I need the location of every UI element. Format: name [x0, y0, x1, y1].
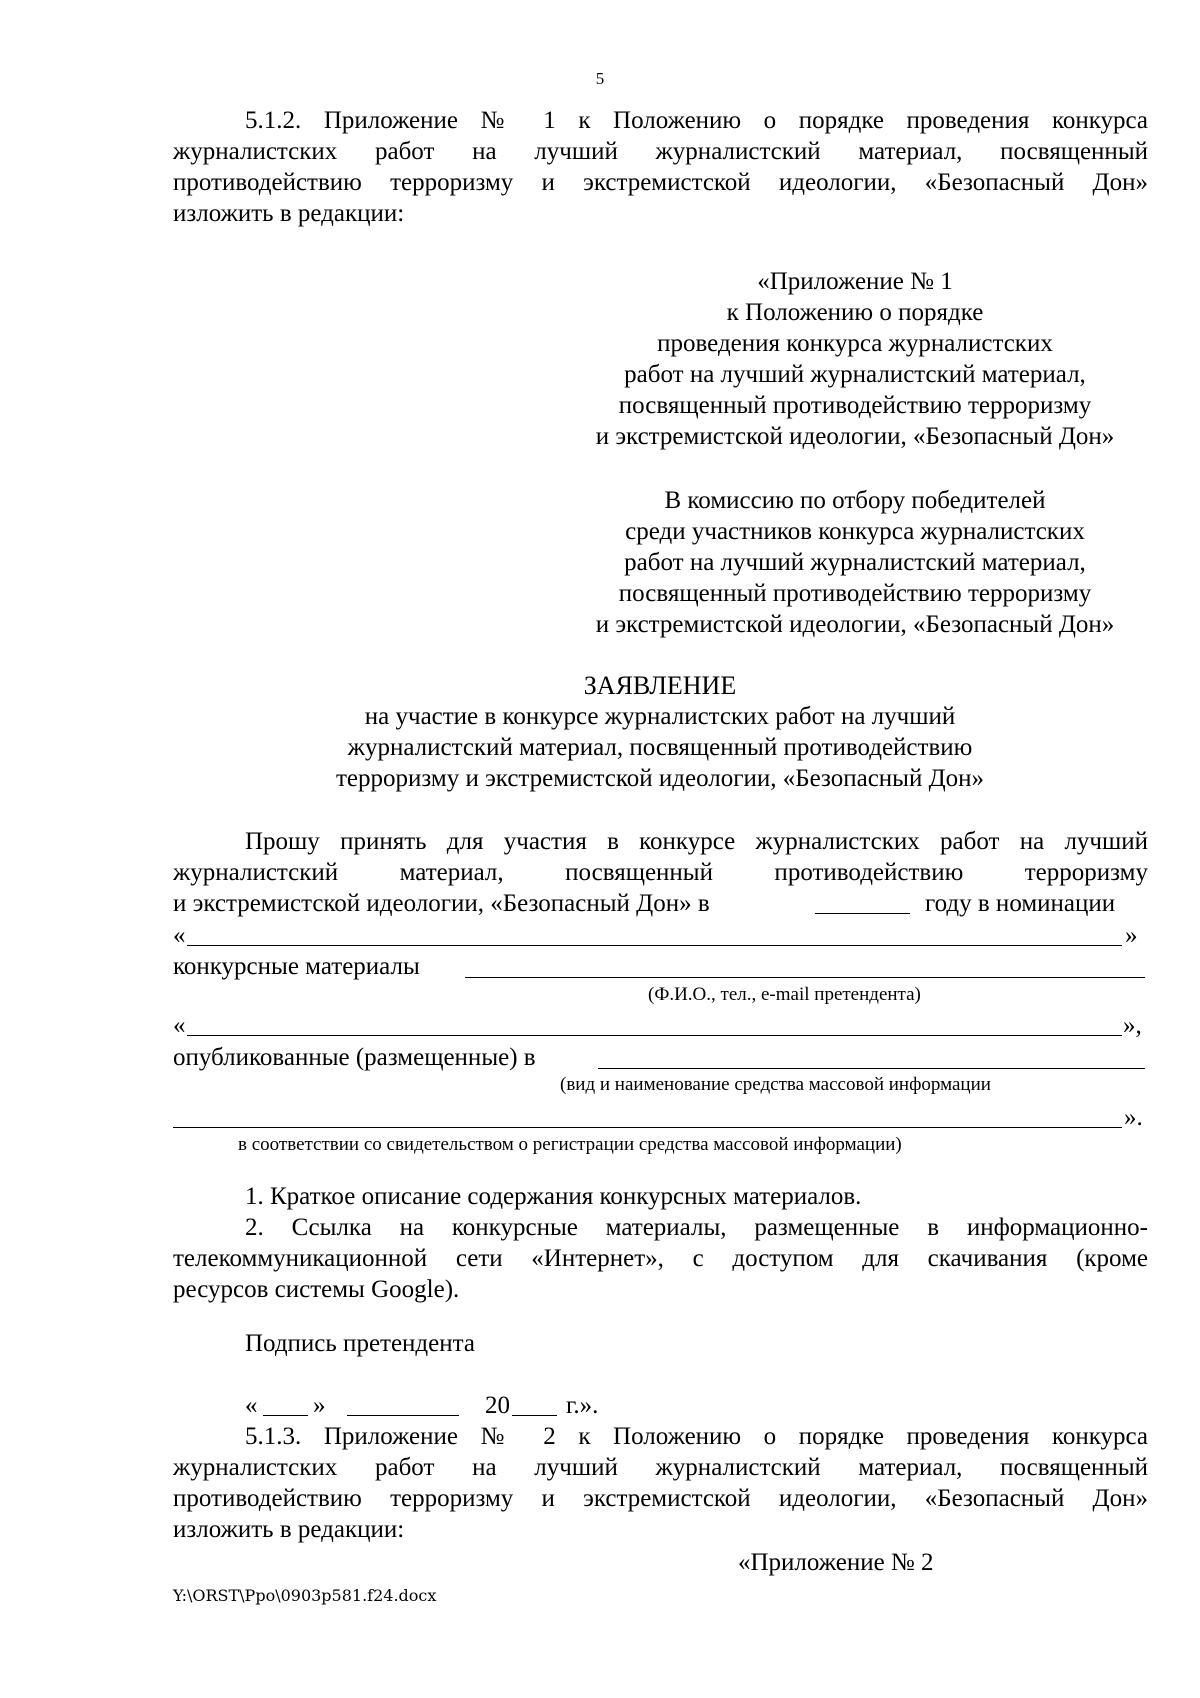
year-suffix-blank[interactable]: [512, 1415, 557, 1416]
work-close-quote: »,: [1123, 1012, 1142, 1039]
annex-line: и экстремистской идеологии, «Безопасный Дон»: [595, 423, 1115, 450]
published-label: опубликованные (размещенные) в: [173, 1044, 536, 1071]
annex-2-header: «Приложение № 2: [738, 1549, 934, 1576]
hint-registration: в соответствии со свидетельством о регистрации средства массовой информации): [238, 1134, 902, 1155]
addressee-line: среди участников конкурса журналистских: [625, 518, 1085, 545]
annex-line: к Положению о порядке: [726, 299, 984, 326]
day-blank[interactable]: [263, 1415, 308, 1416]
clause-line: журналистских работ на лучший журналистский материал, посвященный: [173, 138, 1148, 165]
footer-file-path: Y:\ORST\Ppo\0903p581.f24.docx: [173, 1586, 437, 1605]
form-line-3b: году в номинации: [925, 890, 1116, 917]
media-blank[interactable]: [598, 1068, 1145, 1069]
attachment-item-cont: телекоммуникационной сети «Интернет», с доступом для скачивания (кроме: [173, 1245, 1148, 1272]
form-line: журналистский материал, посвященный противодействию терроризму: [173, 859, 1148, 886]
registration-blank[interactable]: [173, 1127, 1122, 1128]
clause-line: 5.1.3. Приложение № 2 к Положению о порядке проведения конкурса: [245, 1423, 1148, 1450]
page-number: 5: [595, 69, 605, 88]
date-open-quote: «: [245, 1392, 258, 1419]
addressee-line: работ на лучший журналистский материал,: [624, 549, 1086, 576]
nomination-open-quote: «: [173, 922, 186, 949]
addressee-line: и экстремистской идеологии, «Безопасный Дон»: [595, 611, 1115, 638]
clause-line: изложить в редакции:: [173, 1516, 405, 1543]
addressee-line: посвященный противодействию терроризму: [618, 580, 1092, 607]
statement-subtitle-line: на участие в конкурсе журналистских работ на лучший: [364, 703, 956, 730]
materials-label: конкурсные материалы: [173, 953, 420, 980]
clause-line: журналистских работ на лучший журналистский материал, посвященный: [173, 1454, 1148, 1481]
clause-line: противодействию терроризму и экстремистской идеологии, «Безопасный Дон»: [173, 169, 1148, 196]
attachment-item: 1. Краткое описание содержания конкурсных материалов.: [245, 1183, 862, 1210]
signature-label: Подпись претендента: [245, 1330, 475, 1357]
attachment-item-cont: ресурсов системы Google).: [173, 1276, 460, 1303]
addressee-line: В комиссию по отбору победителей: [664, 487, 1046, 514]
form-intro: [173, 826, 1148, 888]
addressee-block: [555, 485, 1155, 640]
attachments-list: [173, 1181, 1148, 1305]
registration-close-quote: ».: [1124, 1104, 1143, 1131]
month-blank[interactable]: [347, 1415, 459, 1416]
hint-fio: (Ф.И.О., тел., e-mail претендента): [648, 984, 921, 1005]
applicant-blank[interactable]: [465, 977, 1145, 978]
annex-line: «Приложение № 1: [757, 268, 953, 295]
year-prefix: 20: [485, 1392, 510, 1419]
date-close-quote: »: [313, 1392, 326, 1419]
annex-header: [555, 266, 1155, 452]
clause-line: изложить в редакции:: [173, 200, 405, 227]
statement-subtitle-line: терроризму и экстремистской идеологии, «Безопасный Дон»: [335, 765, 985, 792]
form-line: Прошу принять для участия в конкурсе журналистских работ на лучший: [245, 828, 1148, 855]
statement-subtitle-line: журналистский материал, посвященный противодействию: [347, 734, 973, 761]
clause-line: противодействию терроризму и экстремистской идеологии, «Безопасный Дон»: [173, 1485, 1148, 1512]
work-open-quote: «: [173, 1012, 186, 1039]
statement-heading: [220, 670, 1100, 794]
statement-title: ЗАЯВЛЕНИЕ: [583, 671, 737, 700]
annex-line: работ на лучший журналистский материал,: [624, 361, 1086, 388]
year-suffix: г.».: [566, 1392, 599, 1419]
hint-media: (вид и наименование средства массовой информации: [560, 1074, 991, 1095]
annex-line: посвященный противодействию терроризму: [618, 392, 1092, 419]
nomination-close-quote: »: [1125, 922, 1138, 949]
annex-line: проведения конкурса журналистских: [657, 330, 1053, 357]
attachment-item: 2. Ссылка на конкурсные материалы, размещенные в информационно-: [245, 1214, 1148, 1241]
year-blank[interactable]: [815, 913, 910, 914]
clause-5-1-3: [173, 1421, 1148, 1545]
nomination-blank[interactable]: [187, 945, 1122, 946]
work-title-blank[interactable]: [187, 1035, 1122, 1036]
clause-line: 5.1.2. Приложение № 1 к Положению о порядке проведения конкурса: [245, 107, 1148, 134]
clause-5-1-2: [173, 105, 1148, 229]
form-line-3a: и экстремистской идеологии, «Безопасный Дон» в: [173, 890, 710, 917]
